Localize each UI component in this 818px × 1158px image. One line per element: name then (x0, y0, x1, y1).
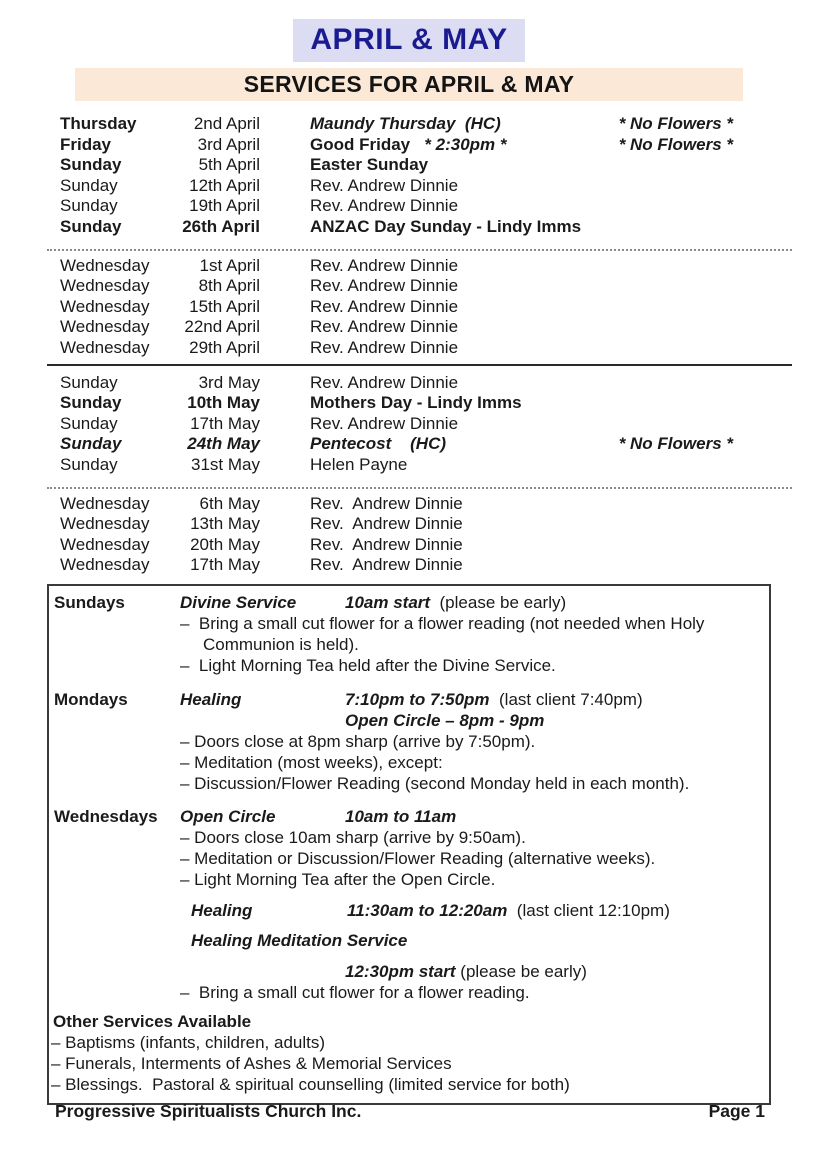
mondays-time: 7:10pm to 7:50pm (345, 690, 490, 709)
table-row: Sunday 5th April Easter Sunday (60, 155, 429, 175)
section-separator (47, 487, 792, 489)
page-title: APRIL & MAY (293, 19, 524, 62)
table-row: Sunday 17th May Rev. Andrew Dinnie (60, 413, 459, 433)
mondays-open-circle-line: Open Circle – 8pm - 9pm (345, 711, 545, 730)
table-row: Sunday 12th April Rev. Andrew Dinnie (60, 175, 459, 195)
mondays-bullet: – Doors close at 8pm sharp (arrive by 7:50pm). (180, 732, 536, 751)
schedule-section (47, 256, 792, 359)
services-schedule (47, 114, 792, 576)
sundays-label: Sundays (54, 593, 125, 612)
wednesdays-time: 10am to 11am (345, 807, 457, 826)
page-footer (55, 1101, 765, 1122)
wednesdays-label: Wednesdays (54, 807, 158, 826)
sundays-bullet: – Light Morning Tea held after the Divine Service. (180, 656, 556, 675)
table-row: Sunday 31st May Helen Payne (60, 454, 408, 474)
table-row: Sunday 24th May Pentecost (HC) * No Flowers * (60, 434, 733, 454)
table-row: Sunday 19th April Rev. Andrew Dinnie (60, 196, 459, 216)
table-row: Wednesday 1st April Rev. Andrew Dinnie (60, 255, 459, 275)
weekly-info-box (47, 584, 771, 1105)
page-subtitle: SERVICES FOR APRIL & MAY (75, 68, 743, 101)
other-service-item: – Blessings. Pastoral & spiritual counselling (limited service for both) (51, 1075, 570, 1094)
meditation-start-line (345, 961, 763, 982)
wednesdays-header-row (54, 806, 763, 827)
table-row: Sunday 26th April ANZAC Day Sunday - Lindy Imms (60, 216, 582, 236)
schedule-section (47, 494, 792, 576)
table-row: Wednesday 13th May Rev. Andrew Dinnie (60, 514, 463, 534)
mondays-bullet: – Meditation (most weeks), except: (180, 753, 443, 772)
wednesdays-bullet: – Meditation or Discussion/Flower Reading (alternative weeks). (180, 849, 656, 868)
table-row: Sunday 3rd May Rev. Andrew Dinnie (60, 372, 459, 392)
table-row: Wednesday 29th April Rev. Andrew Dinnie (60, 337, 459, 357)
table-row: Thursday 2nd April Maundy Thursday (HC) * No Flowers * (60, 114, 733, 133)
other-service-item: – Baptisms (infants, children, adults) (51, 1033, 326, 1052)
footer-organisation: Progressive Spiritualists Church Inc. (55, 1101, 362, 1121)
schedule-section (47, 373, 792, 476)
table-row: Wednesday 15th April Rev. Andrew Dinnie (60, 296, 459, 316)
healing-note: (last client 12:10pm) (507, 901, 670, 920)
mondays-header-row (54, 689, 763, 710)
footer-page-number: Page 1 (708, 1101, 765, 1121)
sundays-bullet: – Bring a small cut flower for a flower reading (not needed when Holy Communion is held). (180, 614, 710, 654)
section-separator (47, 249, 792, 251)
meditation-start-time: 12:30pm start (345, 962, 456, 981)
other-services-heading: Other Services Available (53, 1012, 252, 1031)
meditation-start-note: (please be early) (455, 962, 587, 981)
mondays-label: Mondays (54, 690, 128, 709)
wednesdays-bullet: – Doors close 10am sharp (arrive by 9:50am). (180, 828, 526, 847)
wednesdays-service: Open Circle (180, 807, 276, 826)
mondays-service: Healing (180, 690, 242, 709)
section-separator (47, 364, 792, 366)
healing-meditation-service-title: Healing Meditation Service (191, 931, 408, 950)
schedule-section (47, 114, 792, 238)
wednesdays-bullet: – Light Morning Tea after the Open Circle. (180, 870, 496, 889)
table-row: Wednesday 22nd April Rev. Andrew Dinnie (60, 317, 459, 337)
sundays-note: (please be early) (430, 593, 567, 612)
other-service-item: – Funerals, Interments of Ashes & Memorial Services (51, 1054, 452, 1073)
table-row: Wednesday 8th April Rev. Andrew Dinnie (60, 276, 459, 296)
sundays-service: Divine Service (180, 593, 297, 612)
healing-time: 11:30am to 12:20am (347, 901, 508, 920)
healing-service: Healing (191, 901, 253, 920)
table-row: Wednesday 6th May Rev. Andrew Dinnie (60, 493, 463, 513)
table-row: Wednesday 20th May Rev. Andrew Dinnie (60, 534, 463, 554)
sundays-header-row (54, 592, 763, 613)
page-header (0, 19, 818, 62)
mondays-bullet: – Discussion/Flower Reading (second Monday held in each month). (180, 774, 690, 793)
sundays-time: 10am start (345, 593, 431, 612)
mondays-note: (last client 7:40pm) (489, 690, 643, 709)
table-row: Sunday 10th May Mothers Day - Lindy Imms (60, 393, 522, 413)
meditation-bullet: – Bring a small cut flower for a flower reading. (180, 983, 530, 1002)
table-row: Friday 3rd April Good Friday * 2:30pm * * No Flowers * (60, 134, 733, 154)
table-row: Wednesday 17th May Rev. Andrew Dinnie (60, 555, 463, 575)
wednesdays-healing-row (191, 900, 763, 921)
